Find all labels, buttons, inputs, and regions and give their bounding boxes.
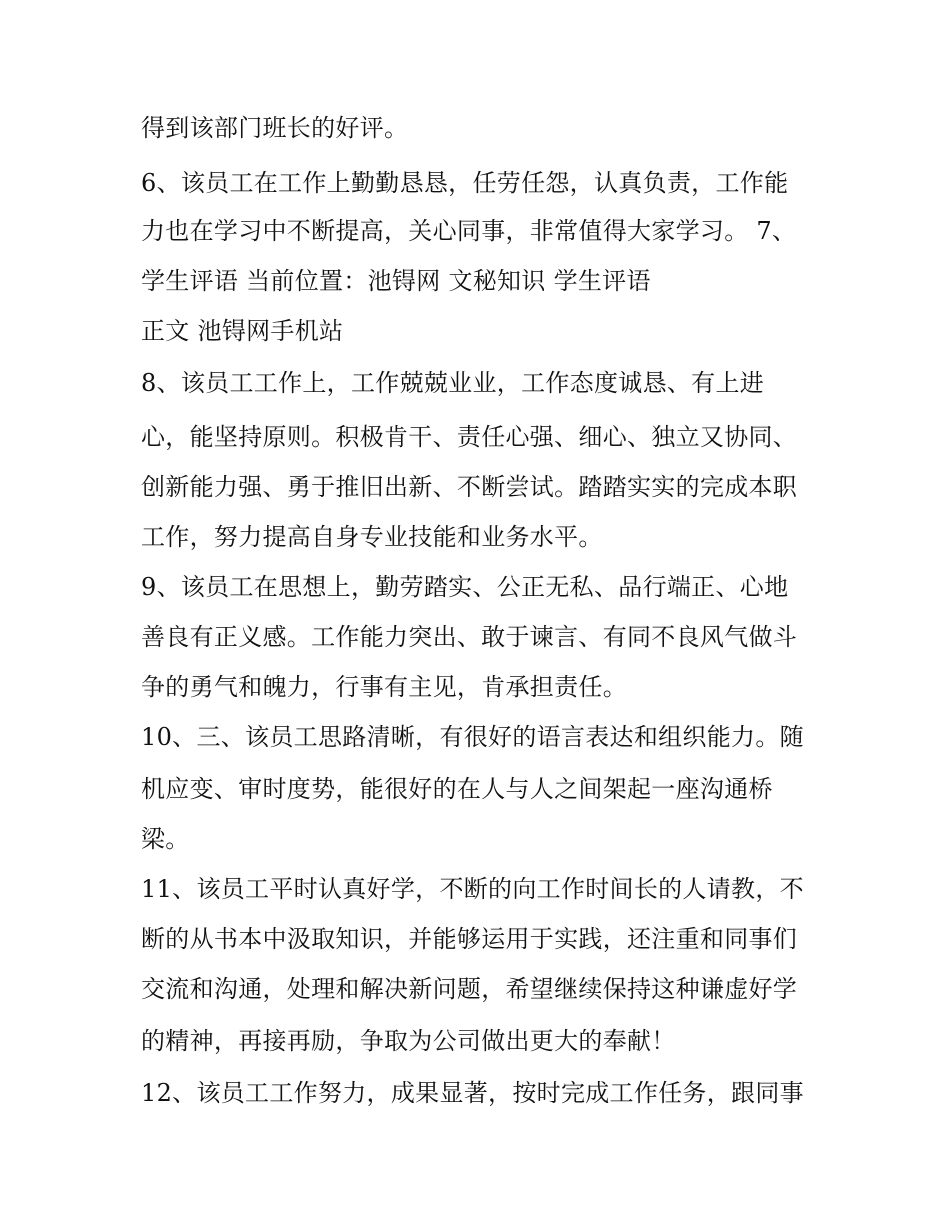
text-line: 创新能力强、勇于推旧出新、不断尝试。踏踏实实的完成本职 xyxy=(141,473,798,501)
text-line: 的精神，再接再励，争取为公司做出更大的奉献！ xyxy=(141,1027,676,1055)
text-line: 断的从书本中汲取知识，并能够运用于实践，还注重和同事们 xyxy=(141,925,798,953)
text-line: 正文 池锝网手机站 xyxy=(141,317,344,345)
text-line: 11、该员工平时认真好学，不断的向工作时间长的人请教，不 xyxy=(141,875,804,903)
text-line: 心，能坚持原则。积极肯干、责任心强、细心、独立又协同、 xyxy=(141,423,798,451)
text-line: 争的勇气和魄力，行事有主见，肯承担责任。 xyxy=(141,673,627,701)
text-line: 善良有正义感。工作能力突出、敢于谏言、有同不良风气做斗 xyxy=(141,623,798,651)
text-line: 交流和沟通，处理和解决新问题，希望继续保持这种谦虚好学 xyxy=(141,975,798,1003)
text-line: 力也在学习中不断提高，关心同事，非常值得大家学习。 7、 xyxy=(141,217,797,245)
text-line: 学生评语 当前位置：池锝网 文秘知识 学生评语 xyxy=(141,267,651,295)
text-line: 机应变、审时度势，能很好的在人与人之间架起一座沟通桥 xyxy=(141,775,773,803)
text-line: 梁。 xyxy=(141,825,190,853)
text-line: 9、该员工在思想上，勤劳踏实、公正无私、品行端正、心地 xyxy=(141,573,789,601)
text-line: 10、三、该员工思路清晰，有很好的语言表达和组织能力。随 xyxy=(141,723,804,751)
text-line: 8、该员工工作上，工作兢兢业业，工作态度诚恳、有上进 xyxy=(141,369,765,397)
text-line: 12、该员工工作努力，成果显著，按时完成工作任务，跟同事 xyxy=(141,1079,804,1107)
text-line: 得到该部门班长的好评。 xyxy=(141,114,409,142)
text-line: 6、该员工在工作上勤勤恳恳，任劳任怨，认真负责，工作能 xyxy=(141,169,789,197)
text-line: 工作，努力提高自身专业技能和业务水平。 xyxy=(141,523,603,551)
